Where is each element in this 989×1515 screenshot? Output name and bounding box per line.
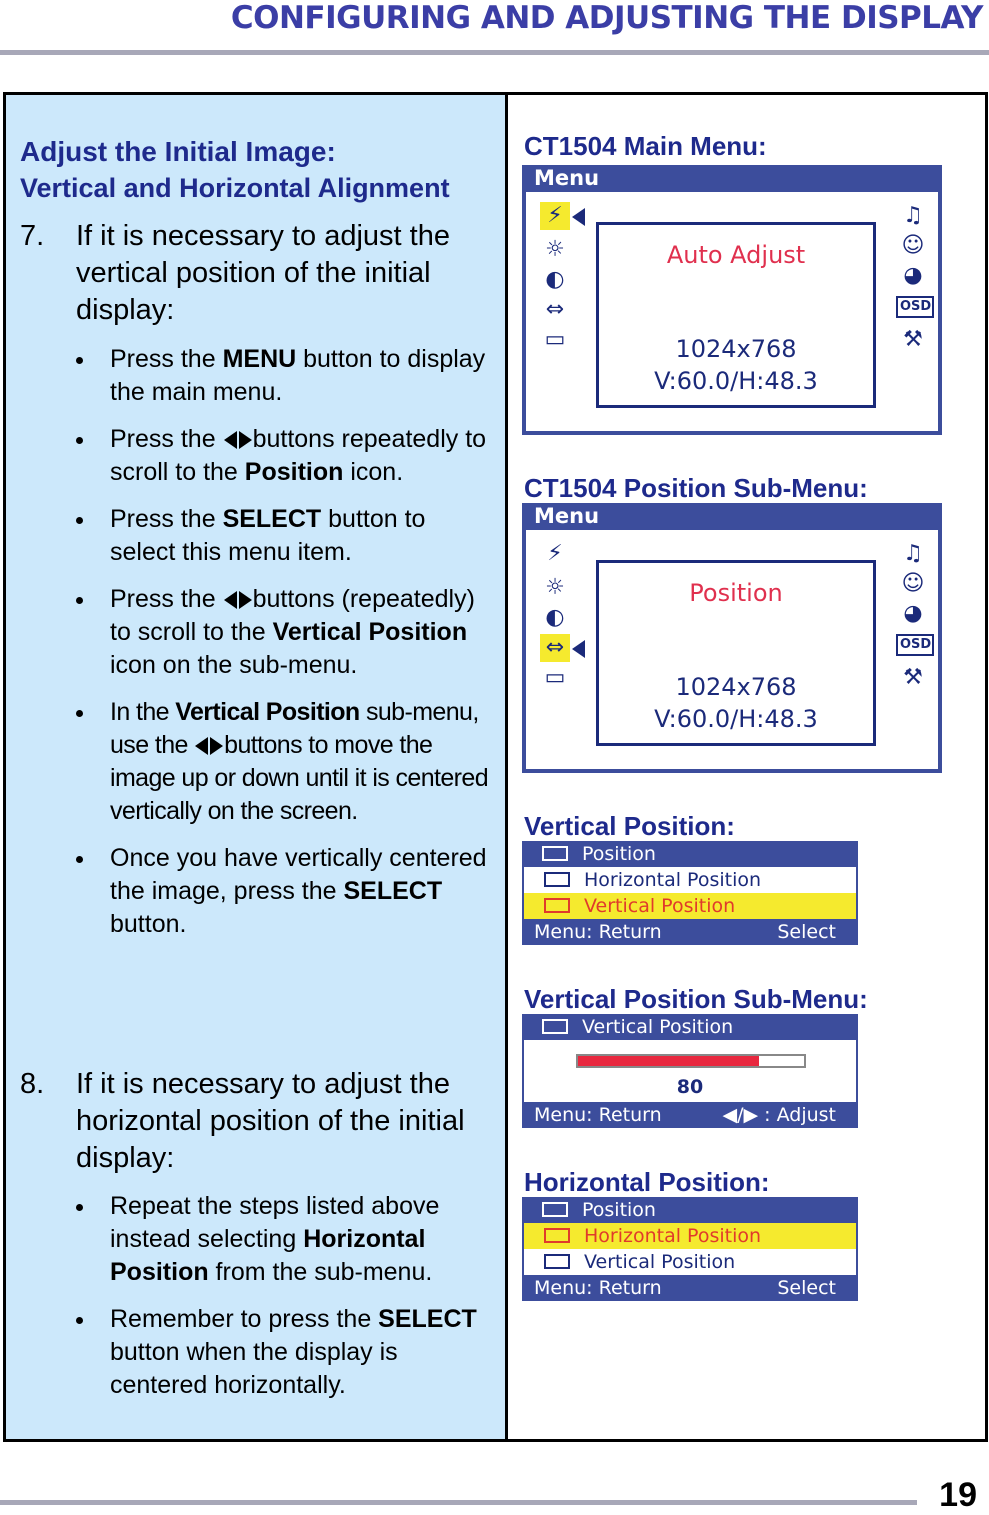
bullet — [72, 503, 497, 569]
text: Press the — [110, 345, 223, 373]
auto-adjust-icon: ⚡ — [547, 541, 563, 566]
bullet-dot — [76, 597, 83, 604]
audio-icon: ♫ — [903, 203, 923, 228]
main-menu-title: CT1504 Main Menu: — [524, 131, 767, 161]
osd-head — [522, 1014, 858, 1040]
language-icon: ◕ — [903, 263, 923, 288]
language-icon: ◕ — [903, 601, 923, 626]
auto-adjust-icon: ⚡ — [540, 202, 570, 230]
bold-text: SELECT — [222, 505, 322, 533]
osd-menu-bar: Menu — [534, 166, 600, 190]
bullet-dot — [76, 517, 83, 524]
osd-icon: OSD — [896, 296, 934, 318]
selection-pointer-icon — [572, 640, 585, 658]
osd-frequency: V:60.0/H:48.3 — [654, 367, 818, 395]
text: sub-menu, use the — [110, 698, 479, 759]
text: buttons to move the image up or down until it is centered vertically on the screen. — [110, 731, 489, 825]
text: button when the display is centered horizontally. — [110, 1338, 398, 1399]
section-title — [20, 133, 450, 207]
step-number: 7. — [20, 220, 45, 252]
position-icon: ⇔ — [540, 634, 570, 662]
bullet-dot — [76, 1317, 83, 1324]
bullet — [72, 343, 497, 409]
osd-resolution: 1024x768 — [675, 673, 797, 701]
vertical-position-icon — [544, 1254, 570, 1269]
osd-head-label: Position — [582, 1199, 656, 1221]
vertical-submenu-title: Vertical Position Sub-Menu: — [524, 984, 868, 1014]
bullet-dot — [76, 437, 83, 444]
tools-icon: ⚒ — [903, 665, 923, 690]
right-arrow-icon — [239, 431, 252, 449]
bullet — [72, 423, 497, 489]
bold-text: Vertical Position — [175, 698, 360, 726]
text: button. — [110, 910, 187, 938]
osd-item-vertical — [524, 1249, 856, 1275]
position-icon — [542, 1202, 568, 1217]
osd-vertical-submenu — [522, 1014, 858, 1128]
bullet — [72, 1190, 497, 1289]
brightness-icon: ☼ — [545, 575, 565, 600]
osd-frequency: V:60.0/H:48.3 — [654, 705, 818, 733]
osd-footer — [522, 1275, 858, 1301]
osd-footer-adjust: ◀/▶ : Adjust — [722, 1104, 836, 1126]
contrast-icon: ◐ — [545, 267, 565, 292]
bullet-dot — [76, 1204, 83, 1211]
osd-item-label: Vertical Position — [584, 1251, 736, 1273]
bold-text: Position — [244, 458, 344, 486]
text: Once you have vertically centered the image, press the — [110, 844, 487, 905]
osd-info-box — [596, 222, 876, 408]
osd-footer-select: Select — [777, 1277, 836, 1299]
osd-icon: OSD — [896, 634, 934, 656]
screenshots-column — [508, 95, 985, 1439]
osd-footer-return: Menu: Return — [534, 921, 662, 943]
osd-head-label: Vertical Position — [582, 1016, 734, 1038]
bold-text: SELECT — [378, 1305, 477, 1333]
text: Remember to press the — [110, 1305, 379, 1333]
step-7-bullets — [72, 343, 497, 955]
osd-position-menu — [522, 503, 942, 773]
horizontal-position-icon — [544, 872, 570, 887]
text: Press the — [110, 585, 223, 613]
page-header-title: CONFIGURING AND ADJUSTING THE DISPLAY — [230, 0, 983, 36]
audio-icon: ♫ — [903, 541, 923, 566]
osd-head — [522, 841, 858, 867]
size-icon: ▭ — [544, 327, 566, 352]
osd-footer-select: Select — [777, 921, 836, 943]
osd-main-menu — [522, 165, 942, 435]
bold-text: Horizontal Position — [110, 1225, 426, 1286]
text: In the — [110, 698, 176, 726]
left-arrow-icon — [195, 737, 208, 755]
step-text: If it is necessary to adjust the horizontal position of the initial display: — [76, 1068, 465, 1174]
right-arrow-icon — [239, 591, 252, 609]
text: icon on the sub-menu. — [110, 651, 358, 679]
osd-resolution: 1024x768 — [675, 335, 797, 363]
left-arrow-icon — [224, 431, 237, 449]
osd-info-box — [596, 560, 876, 746]
text: button to select this menu item. — [110, 505, 426, 566]
bullet — [72, 583, 497, 682]
osd-selected-item: Position — [689, 579, 783, 607]
section-title-line2: Vertical and Horizontal Alignment — [20, 173, 450, 203]
osd-item-label: Vertical Position — [584, 895, 736, 917]
page-number: 19 — [939, 1476, 977, 1514]
osd-selected-item: Auto Adjust — [666, 241, 806, 269]
osd-item-horizontal — [524, 867, 856, 893]
contrast-icon: ◐ — [545, 605, 565, 630]
osd-head-label: Position — [582, 843, 656, 865]
vertical-position-icon — [544, 898, 570, 913]
color-icon: ☺ — [901, 233, 925, 258]
left-arrow-icon — [224, 591, 237, 609]
horizontal-position-title: Horizontal Position: — [524, 1167, 770, 1197]
brightness-icon: ☼ — [545, 237, 565, 262]
text: buttons (repeatedly) to scroll to the — [110, 585, 475, 646]
text: Press the — [110, 505, 223, 533]
position-menu-title: CT1504 Position Sub-Menu: — [524, 473, 868, 503]
osd-footer — [522, 1102, 858, 1128]
bold-text: SELECT — [343, 877, 443, 905]
position-icon — [542, 846, 568, 861]
osd-head — [522, 1197, 858, 1223]
osd-signal-info — [599, 671, 873, 735]
header-rule — [0, 50, 989, 55]
content-frame — [3, 92, 988, 1442]
osd-footer-return: Menu: Return — [534, 1277, 662, 1299]
instructions-column — [6, 95, 508, 1439]
bullet-dot — [76, 856, 83, 863]
text: button to display the main menu. — [110, 345, 486, 406]
bullet — [72, 696, 497, 828]
text: buttons repeatedly to scroll to the — [110, 425, 487, 486]
slider-fill — [578, 1056, 759, 1066]
bullet-dot — [76, 357, 83, 364]
vertical-position-icon — [542, 1019, 568, 1034]
slider-value: 80 — [676, 1076, 704, 1098]
text: from the sub-menu. — [208, 1258, 433, 1286]
osd-panel — [526, 530, 938, 769]
right-arrow-icon — [210, 737, 223, 755]
osd-horizontal-position — [522, 1197, 858, 1301]
osd-item-horizontal-selected — [524, 1223, 856, 1249]
osd-footer — [522, 919, 858, 945]
selection-pointer-icon — [572, 208, 585, 226]
osd-footer-return: Menu: Return — [534, 1104, 662, 1126]
osd-item-label: Horizontal Position — [584, 1225, 762, 1247]
bullet — [72, 842, 497, 941]
osd-vertical-position — [522, 841, 858, 945]
bold-text: Vertical Position — [272, 618, 468, 646]
text: Repeat the steps listed above instead selecting — [110, 1192, 440, 1253]
text: Press the — [110, 425, 223, 453]
footer-rule — [0, 1500, 917, 1505]
step-text: If it is necessary to adjust the vertical position of the initial display: — [76, 220, 450, 326]
tools-icon: ⚒ — [903, 327, 923, 352]
vertical-position-title: Vertical Position: — [524, 811, 735, 841]
osd-item-label: Horizontal Position — [584, 869, 762, 891]
color-icon: ☺ — [901, 571, 925, 596]
text: icon. — [343, 458, 404, 486]
size-icon: ▭ — [544, 665, 566, 690]
osd-signal-info — [599, 333, 873, 397]
step-number: 8. — [20, 1068, 45, 1100]
osd-panel — [526, 192, 938, 431]
osd-item-vertical-selected — [524, 893, 856, 919]
position-icon: ⇔ — [545, 297, 565, 322]
osd-slider-area — [524, 1040, 856, 1102]
bullet — [72, 1303, 497, 1402]
step-8-bullets — [72, 1190, 497, 1416]
horizontal-position-icon — [544, 1228, 570, 1243]
bold-text: MENU — [222, 345, 297, 373]
position-slider — [576, 1054, 806, 1068]
osd-menu-bar: Menu — [534, 504, 600, 528]
bullet-dot — [76, 710, 83, 717]
section-title-line1: Adjust the Initial Image: — [20, 136, 336, 167]
